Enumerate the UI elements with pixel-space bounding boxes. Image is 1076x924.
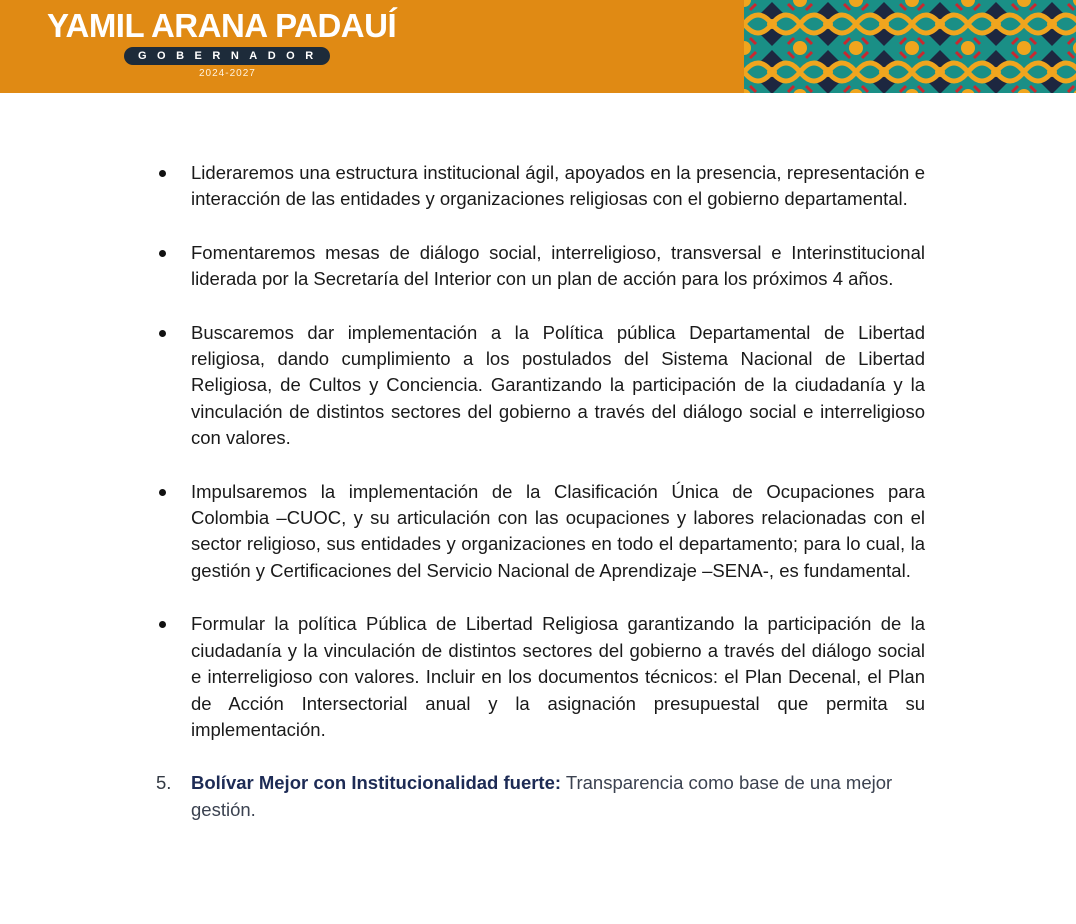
- governor-logo: [47, 8, 427, 80]
- bullet-text: Buscaremos dar implementación a la Política pública Departamental de Libertad religiosa, dando cumplimiento a los postulados del Sistema Nacional de Libertad Religiosa, de Cultos y Conciencia. Garantizando la participación de la ciudadanía y la vinculación de distintos sectores del gobierno a través del diálogo social e interreligioso con valores.: [191, 321, 925, 449]
- item-title: Bolívar Mejor con Institucionalidad fuerte:: [191, 772, 562, 794]
- bullet-text: Lideraremos una estructura institucional ágil, apoyados en la presencia, representación e interacción de las entidades y organizaciones religiosas con el gobierno departamental.: [191, 162, 925, 210]
- header-banner: [0, 0, 1076, 93]
- governor-name: YAMIL ARANA PADAUÍ: [47, 7, 397, 44]
- bullet-icon: [159, 489, 166, 496]
- item-number: 5.: [156, 772, 172, 794]
- bullet-item: [150, 240, 925, 293]
- decorative-pattern: [744, 0, 1076, 93]
- bullet-icon: [159, 330, 166, 337]
- bullet-icon: [159, 170, 166, 177]
- bullet-icon: [159, 621, 166, 628]
- bullet-text: Formular la política Pública de Libertad Religiosa garantizando la participación de la ciudadanía y la vinculación de distintos sectores del gobierno a través del diálogo social e interreligioso con valores. Incluir en los documentos técnicos: el Plan Decenal, el Plan de Acción Intersectorial anual y la asignación presupuestal que permita su implementación.: [191, 613, 925, 740]
- bullet-item: [150, 611, 925, 743]
- numbered-item: [150, 770, 925, 823]
- bullet-item: [150, 160, 925, 213]
- bullet-text: Impulsaremos la implementación de la Clasificación Única de Ocupaciones para Colombia –CUOC, y su articulación con las ocupaciones y labores relacionadas con el sector religioso, sus entidades y organizaciones en todo el departamento; para lo cual, la gestión y Certificaciones del Servicio Nacional de Aprendizaje –SENA-, es fundamental.: [191, 480, 925, 581]
- bullet-icon: [159, 250, 166, 257]
- term-years: 2024-2027: [199, 68, 256, 79]
- role-badge: GOBERNADOR: [124, 47, 330, 65]
- bullet-text: Fomentaremos mesas de diálogo social, interreligioso, transversal e Interinstitucional liderada por la Secretaría del Interior con un plan de acción para los próximos 4 años.: [191, 241, 925, 290]
- document-body: [150, 160, 925, 823]
- bullet-item: [150, 479, 925, 585]
- item-text: Transparencia como base de una mejor gestión.: [191, 772, 893, 820]
- bullet-item: [150, 320, 925, 452]
